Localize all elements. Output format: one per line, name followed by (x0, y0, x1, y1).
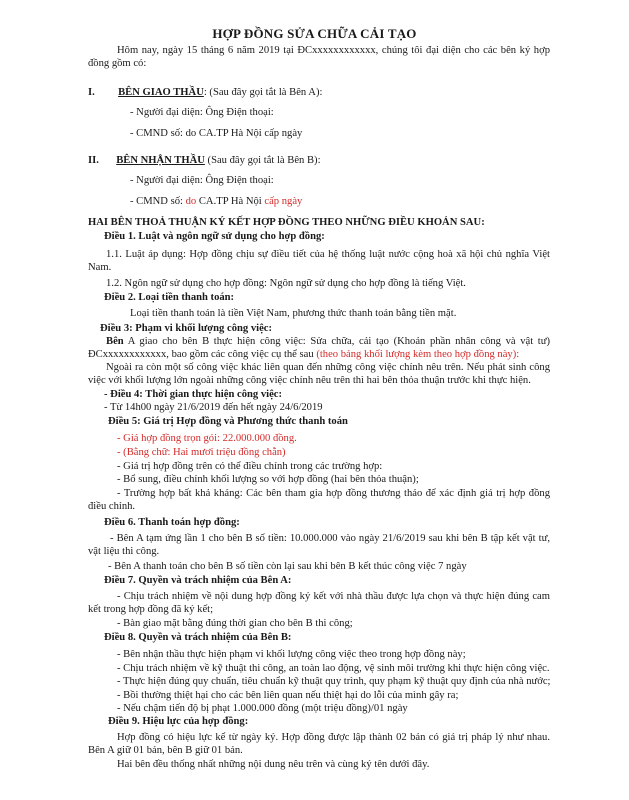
article-9-title: Điều 9. Hiệu lực của hợp đồng: (108, 716, 249, 727)
article-6-final-payment: - Bên A thanh toán cho bên B số tiền còn lại sau khi bên B kết thúc công việc 7 ngày (108, 561, 467, 572)
party-a-representative: - Người đại diện: Ông Điện thoại: (130, 107, 274, 118)
article-9-paragraph-2: Hai bên đều thống nhất những nội dung nêu trên và cùng ký tên dưới đây. (117, 759, 430, 770)
article-7-site-handover: - Bàn giao mặt bằng đúng thời gian cho bên B thi công; (117, 618, 353, 629)
article-8-item-5: - Nếu chậm tiến độ bị phạt 1.000.000 đồng (một triệu đồng)/01 ngày (117, 703, 408, 714)
agreement-heading: HAI BÊN THOẢ THUẬN KÝ KẾT HỢP ĐỒNG THEO NHỮNG ĐIỀU KHOẢN SAU: (88, 217, 485, 228)
article-9-paragraph-1: Hợp đồng có hiệu lực kể từ ngày ký. Hợp đồng được lập thành 02 bản có giá trị pháp lý như nhau. Bên A giữ 01 bản, bên B giữ 01 bản. (88, 732, 550, 756)
article-7-title: Điều 7. Quyền và trách nhiệm của Bên A: (104, 575, 292, 586)
article-2-title: Điều 2. Loại tiền thanh toán: (104, 292, 235, 303)
document-title: HỢP ĐỒNG SỬA CHỮA CẢI TẠO (212, 26, 417, 41)
article-3-paragraph-1 (88, 335, 550, 361)
party-b-id-date: cấp ngày (264, 196, 303, 207)
article-3-party-word: Bên (106, 336, 124, 347)
party-b-name: BÊN NHẬN THẦU (116, 155, 205, 166)
article-1-clause-1: 1.1. Luật áp dụng: Hợp đồng chịu sự điều tiết của hệ thống luật nước cộng hoà xã hội chủ nghĩa Việt Nam. (88, 249, 550, 273)
party-b-heading (88, 154, 321, 167)
intro-paragraph: Hôm nay, ngày 15 tháng 6 năm 2019 tại ĐCxxxxxxxxxxxx, chúng tôi đại diện cho các bên ký hợp đồng gồm có: (88, 45, 550, 69)
article-5-force-majeure: - Trường hợp bất khả kháng: Các bên tham gia hợp đồng thương thảo để xác định giá trị hợp đồng điều chỉnh. (88, 488, 550, 512)
article-8-item-3: - Thực hiện đúng quy chuẩn, tiêu chuẩn kỹ thuật quy trình, quy phạm kỹ thuật quy định của nhà nước; (117, 676, 551, 687)
article-6-title: Điều 6. Thanh toán hợp đồng: (104, 517, 240, 528)
article-6-advance: - Bên A tạm ứng lần 1 cho bên B số tiền: 10.000.000 vào ngày 21/6/2019 sau khi bên B tập kết vật tư, vật liệu thi công. (88, 533, 550, 557)
party-a-heading (88, 86, 322, 99)
article-3-paragraph-2: Ngoài ra còn một số công việc khác liên quan đến những công việc chính nêu trên. Nếu phát sinh công việc với khối lượng lớn ngoài những công việc chính nêu trên thì hai bên thỏa thuận trước khi thực hiện. (88, 362, 550, 386)
article-1-clause-2: 1.2. Ngôn ngữ sử dụng cho hợp đồng: Ngôn ngữ sử dụng cho hợp đồng là tiếng Việt. (106, 278, 466, 289)
party-a-suffix: : (Sau đây gọi tắt là Bên A): (203, 87, 323, 98)
article-7-responsibility: - Chịu trách nhiệm về nội dung hợp đồng ký kết với nhà thầu được lựa chọn và thực hiện đúng cam kết trong hợp đồng đã ký kết; (88, 591, 550, 615)
article-5-title: Điều 5: Giá trị Hợp đồng và Phương thức thanh toán (108, 416, 348, 427)
article-8-item-4: - Bồi thường thiệt hại cho các bên liên quan nếu thiệt hại do lỗi của mình gây ra; (117, 690, 459, 701)
article-3-title: Điều 3: Phạm vi khối lượng công việc: (100, 323, 273, 334)
party-a-name: BÊN GIAO THẦU (118, 87, 204, 98)
article-1-title: Điều 1. Luật và ngôn ngữ sử dụng cho hợp đồng: (104, 231, 325, 242)
article-8-item-2: - Chịu trách nhiệm về kỹ thuật thi công, an toàn lao động, vệ sinh môi trường khi thực hiện công việc. (117, 663, 550, 674)
article-5-supplement: - Bổ sung, điều chỉnh khối lượng so với hợp đồng (hai bên thỏa thuận); (117, 474, 419, 485)
party-b-id-label: - CMND số: (130, 196, 186, 207)
article-8-title: Điều 8. Quyền và trách nhiệm của Bên B: (104, 632, 292, 643)
article-3-note: (theo bảng khối lượng kèm theo hợp đồng này): (316, 349, 520, 360)
article-4-period: - Từ 14h00 ngày 21/6/2019 đến hết ngày 24/6/2019 (104, 402, 323, 413)
article-5-adjustment: - Giá trị hợp đồng trên có thể điều chỉnh trong các trường hợp: (117, 461, 383, 472)
party-a-number: I. (88, 87, 95, 98)
party-b-suffix: (Sau đây gọi tắt là Bên B): (204, 155, 321, 166)
article-3-text: A giao cho bên B thực hiện công việc: Sửa chữa, cải tạo (Khoản phần nhân công và vật tư) ĐCxxxxxxxxxxxx, bao gồm các công việc cụ thể sau (88, 336, 550, 360)
party-b-id-card (130, 195, 302, 208)
article-5-contract-price: - Giá hợp đồng trọn gói: 22.000.000 đồng. (117, 433, 297, 444)
party-b-representative: - Người đại diện: Ông Điện thoại: (130, 175, 274, 186)
article-8-item-1: - Bên nhận thầu thực hiện phạm vi khối lượng công việc theo trong hợp đồng này; (117, 649, 466, 660)
party-b-id-do: do (185, 196, 197, 207)
party-a-id-card: - CMND số: do CA.TP Hà Nội cấp ngày (130, 128, 303, 139)
article-5-price-in-words: - (Bằng chữ: Hai mươi triệu đồng chẵn) (117, 447, 286, 458)
party-b-number: II. (88, 155, 99, 166)
article-2-paragraph: Loại tiền thanh toán là tiền Việt Nam, phương thức thanh toán bằng tiền mặt. (130, 308, 457, 319)
party-b-id-authority: CA.TP Hà Nội (196, 196, 265, 207)
article-4-title: - Điều 4: Thời gian thực hiện công việc: (104, 389, 282, 400)
